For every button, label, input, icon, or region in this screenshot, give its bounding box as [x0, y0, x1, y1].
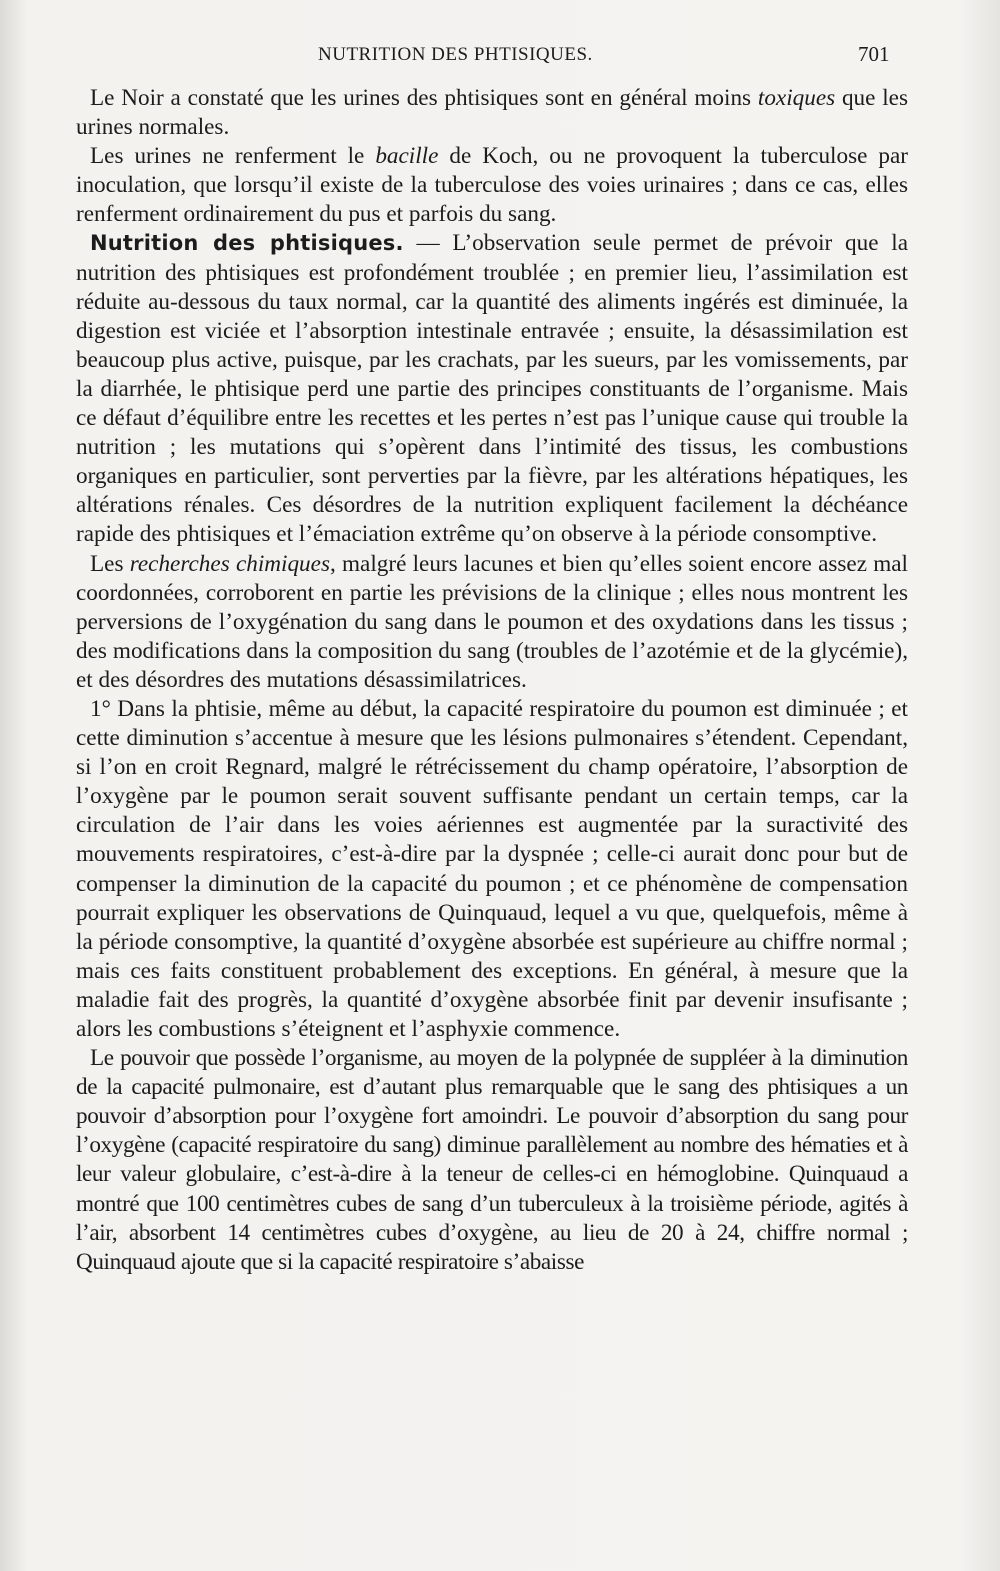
paragraph-2-emphasis: bacille [375, 143, 439, 170]
paragraph-2-text-b: de Koch, ou ne provoquent la tuberculose par inoculation, que lorsqu’il existe de la tuberculose des voies urinaires ; dans ce cas, elles renferment ordinairement du pus et parfois du sang. [76, 143, 908, 228]
paragraph-4-emphasis: recherches chimiques [129, 550, 330, 577]
running-title: NUTRITION DES PHTISIQUES. [318, 44, 593, 65]
page-number: 701 [858, 42, 890, 66]
paragraph-1-text-b: que les urines normales. [76, 85, 908, 141]
page-header [0, 44, 1000, 74]
paragraph-2 [76, 142, 908, 229]
paragraph-2-text-a: Les urines ne renferment le [90, 143, 376, 170]
section-heading: Nutrition des phtisiques. [90, 231, 404, 256]
paragraph-4-text-b: , malgré leurs lacunes et bien qu’elles soient encore assez mal coordonnées, corroborent en partie les prévisions de la clinique ; elles nous montrent les perversions de l’oxygénation du sang dans le poumon et des oxydations dans les tissus ; des modifications dans la composition du sang (troubles de l’azotémie et de la glycémie), et des désordres des mutations désassimilatrices. [76, 550, 908, 693]
paragraph-3 [76, 229, 908, 549]
page-body [76, 84, 908, 1277]
paragraph-4-text-a: Les [90, 550, 130, 577]
paragraph-6: Le pouvoir que possède l’organisme, au moyen de la polypnée de suppléer à la diminution de la capacité pulmonaire, est d’autant plus remarquable que le sang des phtisiques a un pouvoir d’absorption pour l’oxygène fort amoindri. Le pouvoir d’absorption du sang pour l’oxygène (capacité respiratoire du sang) diminue parallèlement au nombre des hématies et à leur valeur globulaire, c’est-à-dire à la teneur de celles-ci en hémoglobine. Quinquaud a montré que 100 centimètres cubes de sang d’un tuberculeux à la troisième période, agités à l’air, absorbent 14 centimètres cubes d’oxygène, au lieu de 20 à 24, chiffre normal ; Quinquaud ajoute que si la capacité respiratoire s’abaisse [76, 1045, 908, 1275]
paragraph-1-text-a: Le Noir a constaté que les urines des phtisiques sont en général moins [90, 85, 758, 111]
paragraph-3-text: — L’observation seule permet de prévoir que la nutrition des phtisiques est profondément troublée ; en premier lieu, l’assimilation est réduite au-dessous du taux normal, car la quantité des aliments ingérés est diminuée, la digestion est viciée et l’absorption intestinale entravée ; ensuite, la désassimilation est beaucoup plus active, puisque, par les crachats, par les sueurs, par les vomissements, par la diarrhée, le phtisique perd une partie des principes constituants de l’organisme. Mais ce défaut d’équilibre entre les recettes et les pertes n’est pas l’unique cause qui trouble la nutrition ; les mutations qui s’opèrent dans l’intimité des tissus, les combustions organiques en particulier, sont perverties par la fièvre, par les altérations hépatiques, les altérations rénales. Ces désordres de la nutrition expliquent facilement la déchéance rapide des phtisiques et l’émaciation extrême qu’on observe à la période consomptive. [76, 230, 909, 548]
paragraph-4 [76, 550, 908, 695]
paragraph-1-emphasis: toxiques [757, 85, 836, 111]
paragraph-1 [76, 84, 908, 142]
paragraph-5: 1° Dans la phtisie, même au début, la capacité respiratoire du poumon est diminuée ; et cette diminution s’accentue à mesure que les lésions pulmonaires s’étendent. Cependant, si l’on en croit Regnard, malgré le rétrécissement du champ opératoire, l’absorption de l’oxygène par le poumon serait souvent suffisante pendant un certain temps, car la circulation de l’air dans les voies aériennes est augmentée par la suractivité des mouvements respiratoires, c’est-à-dire par la dyspnée ; celle-ci aurait donc pour but de compenser la diminution de la capacité du poumon ; et ce phénomène de compensation pourrait expliquer les observations de Quinquaud, lequel a vu que, quelquefois, même à la période consomptive, la quantité d’oxygène absorbée est supérieure au chiffre normal ; mais ces faits constituent probablement des exceptions. En général, à mesure que la maladie fait des progrès, la quantité d’oxygène absorbée finit par devenir insufisante ; alors les combustions s’éteignent et l’asphyxie commence. [76, 695, 908, 1042]
